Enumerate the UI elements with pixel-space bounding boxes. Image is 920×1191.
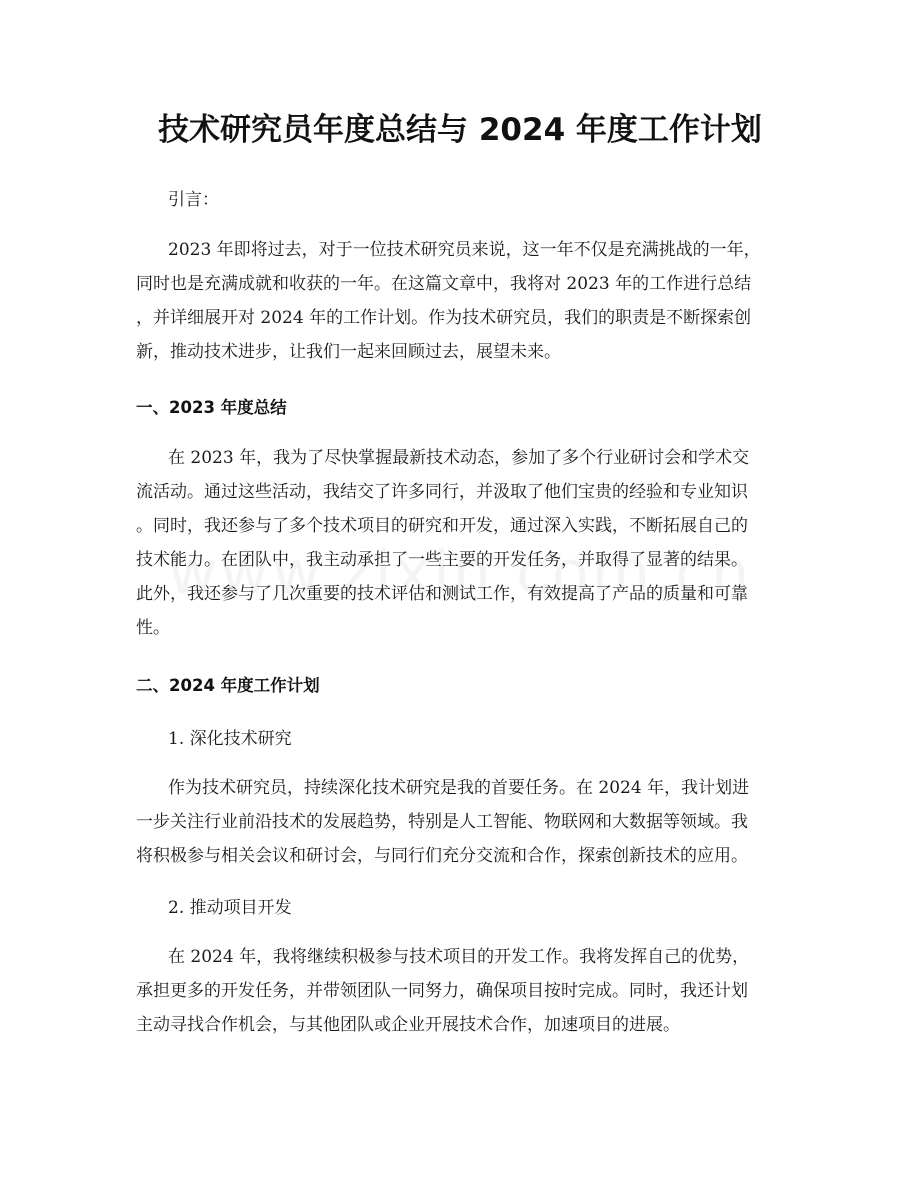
section-heading-2024-plan: 二、2024 年度工作计划: [136, 676, 320, 695]
subheading-project-development: 2. 推动项目开发: [168, 898, 292, 918]
summary-line-3: 。同时，我还参与了多个技术项目的研究和开发，通过深入实践，不断拓展自己的: [136, 516, 748, 536]
subheading-deepen-research: 1. 深化技术研究: [168, 729, 292, 749]
project-line-1: 在 2024 年，我将继续积极参与技术项目的开发工作。我将发挥自己的优势，: [168, 947, 750, 967]
intro-label: 引言：: [168, 190, 219, 210]
section-heading-2023-summary: 一、2023 年度总结: [136, 398, 287, 417]
deepen-research-paragraph: [136, 771, 786, 873]
summary-line-2: 流活动。通过这些活动，我结交了许多同行，并汲取了他们宝贵的经验和专业知识: [136, 482, 748, 502]
summary-line-6: 性。: [136, 618, 170, 638]
project-line-2: 承担更多的开发任务，并带领团队一同努力，确保项目按时完成。同时，我还计划: [136, 981, 748, 1001]
page-title: 技术研究员年度总结与 2024 年度工作计划: [158, 112, 762, 148]
research-line-3: 将积极参与相关会议和研讨会，与同行们充分交流和合作，探索创新技术的应用。: [136, 846, 748, 866]
intro-line-4: 新，推动技术进步，让我们一起来回顾过去，展望未来。: [136, 342, 561, 362]
summary-line-1: 在 2023 年，我为了尽快掌握最新技术动态，参加了多个行业研讨会和学术交: [168, 448, 750, 468]
intro-line-2: 同时也是充满成就和收获的一年。在这篇文章中，我将对 2023 年的工作进行总结: [136, 274, 752, 294]
intro-line-1: 2023 年即将过去，对于一位技术研究员来说，这一年不仅是充满挑战的一年，: [168, 240, 761, 260]
intro-paragraph: [136, 233, 786, 369]
project-development-paragraph: [136, 940, 786, 1042]
summary-line-4: 技术能力。在团队中，我主动承担了一些主要的开发任务，并取得了显著的结果。: [136, 550, 748, 570]
summary-line-5: 此外，我还参与了几次重要的技术评估和测试工作，有效提高了产品的质量和可靠: [136, 584, 748, 604]
project-line-3: 主动寻找合作机会，与其他团队或企业开展技术合作，加速项目的进展。: [136, 1015, 680, 1035]
summary-paragraph: [136, 441, 786, 645]
research-line-1: 作为技术研究员，持续深化技术研究是我的首要任务。在 2024 年，我计划进: [168, 778, 750, 798]
intro-line-3: ，并详细展开对 2024 年的工作计划。作为技术研究员，我们的职责是不断探索创: [136, 308, 752, 328]
research-line-2: 一步关注行业前沿技术的发展趋势，特别是人工智能、物联网和大数据等领域。我: [136, 812, 748, 832]
